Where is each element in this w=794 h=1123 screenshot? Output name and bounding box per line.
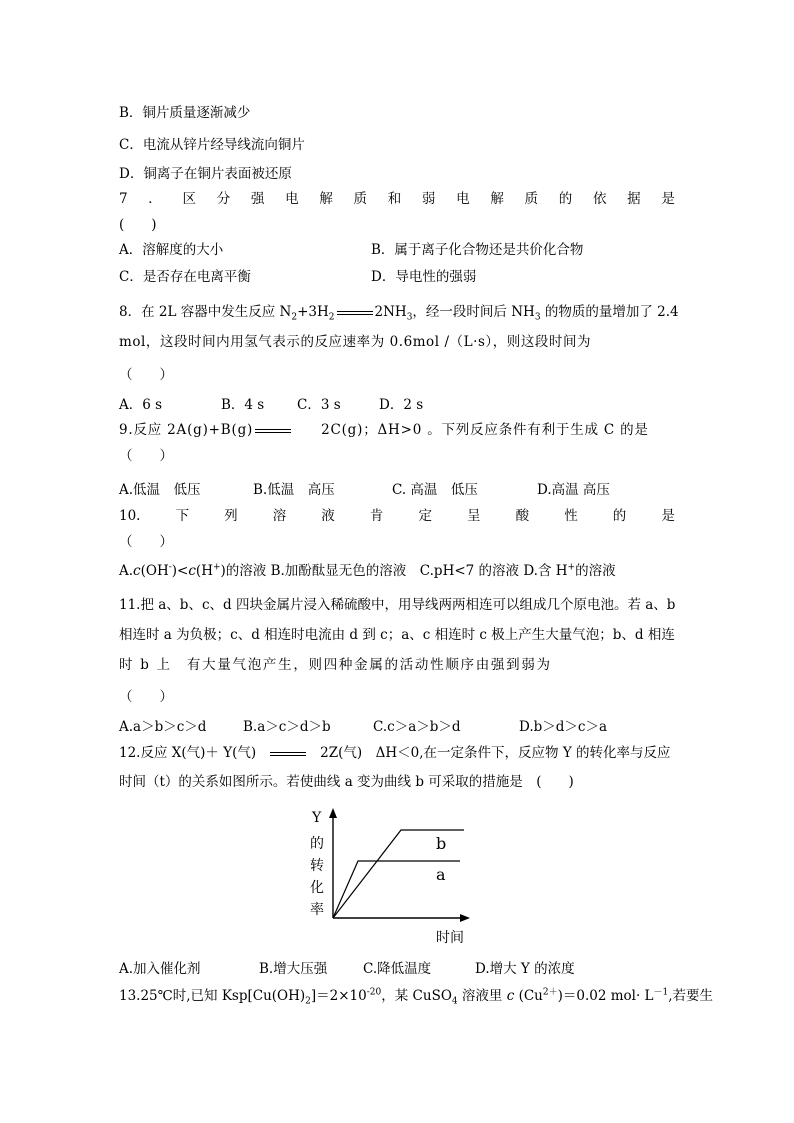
q11-option-c: C.c＞a＞b＞d xyxy=(373,719,461,735)
q7-option-b: B．属于离子化合物还是共价化合物 xyxy=(371,242,584,258)
q9-option-b: B.低温 高压 xyxy=(253,482,335,498)
q9-option-a: A.低温 低压 xyxy=(119,482,201,498)
equilibrium-arrow-icon xyxy=(337,309,373,317)
q7-option-a: A．溶解度的大小 xyxy=(119,242,224,258)
q11-stem-line3: 时 b 上 有大量气泡产生，则四种金属的活动性顺序由强到弱为 xyxy=(119,657,552,673)
q8-option-c: C．3 s xyxy=(297,397,341,413)
q8-stem-line2: mol，这段时间内用氢气表示的反应速率为 0.6mol /（L·s），则这段时间为 xyxy=(119,334,592,350)
q7-option-c: C．是否存在电离平衡 xyxy=(119,269,251,285)
q8-option-b: B．4 s xyxy=(221,397,265,413)
q9-stem: 9.反应 2A(g)+B(g) 2C(g)；ΔH>0 。下列反应条件有利于生成 C 的是 xyxy=(119,422,649,438)
q7-stem: 7 ． 区 分 强 电 解 质 和 弱 电 解 质 的 依 据 是 xyxy=(119,191,675,207)
y-axis-label-char: 化 xyxy=(310,880,324,896)
q13-stem-line1: 13.25℃时,已知 $Ksp[Cu(OH)_2]=2\times 10^{-20}$，某 CuSO$_4$ 溶液里 c $(Cu^{2+})=0.02$ $mol\cdot L^{-1}$,若要生 xyxy=(119,987,714,1007)
q12-option-a: A.加入催化剂 xyxy=(119,961,201,977)
y-axis-label-char: 转 xyxy=(310,858,324,874)
q8-option-a: A．6 s xyxy=(119,397,163,413)
q7-answer-paren: ( ) xyxy=(119,217,157,233)
q10-answer-paren: （ ） xyxy=(119,534,173,550)
q11-stem-line2: 相连时 a 为负极；c、d 相连时电流由 d 到 c；a、c 相连时 c 极上产生大量气泡；b、d 相连 xyxy=(119,627,675,643)
q12-stem-line2: 时间（t）的关系如图所示。若使曲线 a 变为曲线 b 可采取的措施是 ( ) xyxy=(119,774,574,790)
equilibrium-arrow-icon xyxy=(255,427,291,435)
y-axis-label-char: 的 xyxy=(310,836,324,852)
q8-stem-line1: 8．在 2L 容器中发生反应 $N_2+3H_2$ $2NH_3$，经一段时间后 $NH_3$ 的物质的量增加了 2.4 xyxy=(119,304,679,323)
q6-option-b: B．铜片质量逐渐减少 xyxy=(119,105,251,121)
q6-option-d: D．铜离子在铜片表面被还原 xyxy=(119,166,292,182)
q11-option-a: A.a＞b＞c＞d xyxy=(119,719,207,735)
q10-stem: 10. 下 列 溶 液 肯 定 呈 酸 性 的 是 xyxy=(119,508,675,524)
q12-stem-line1: 12.反应 X(气)＋ Y(气) 2Z(气) ΔH＜0,在一定条件下，反应物 Y 的转化率与反应 xyxy=(119,745,671,761)
conversion-vs-time-figure xyxy=(300,808,480,948)
q7-option-d: D．导电性的强弱 xyxy=(371,269,477,285)
q8-answer-paren: （ ） xyxy=(119,367,173,383)
equilibrium-arrow-icon xyxy=(270,750,306,758)
q11-answer-paren: （ ） xyxy=(119,689,173,705)
q9-option-c: C. 高温 低压 xyxy=(392,482,478,498)
q12-option-c: C.降低温度 xyxy=(363,961,432,977)
q11-option-b: B.a＞c＞d＞b xyxy=(243,719,331,735)
curve-b-label: b xyxy=(436,834,447,853)
y-axis-label-char: 率 xyxy=(310,902,324,918)
y-axis-label-char: Y xyxy=(312,810,322,826)
q10-options: A.c(OH-)<c(H+)的溶液 B.加酚酞显无色的溶液 C.pH<7 的溶液 D.含 H+的溶液 xyxy=(119,562,616,579)
curve-a-label: a xyxy=(436,865,446,884)
q12-option-b: B.增大压强 xyxy=(259,961,328,977)
y-axis-arrow-icon xyxy=(329,808,337,818)
q6-option-c: C．电流从锌片经导线流向铜片 xyxy=(119,137,305,153)
q11-option-d: D.b＞d＞c＞a xyxy=(519,719,608,735)
q9-answer-paren: （ ） xyxy=(119,448,173,464)
x-axis-arrow-icon xyxy=(460,914,470,922)
q9-option-d: D.高温 高压 xyxy=(537,482,610,498)
q12-option-d: D.增大 Y 的浓度 xyxy=(475,961,575,977)
x-axis-label: 时间 xyxy=(436,930,464,946)
q11-stem-line1: 11.把 a、b、c、d 四块金属片浸入稀硫酸中，用导线两两相连可以组成几个原电池。若 a、b xyxy=(119,597,676,613)
q8-option-d: D．2 s xyxy=(379,397,424,413)
